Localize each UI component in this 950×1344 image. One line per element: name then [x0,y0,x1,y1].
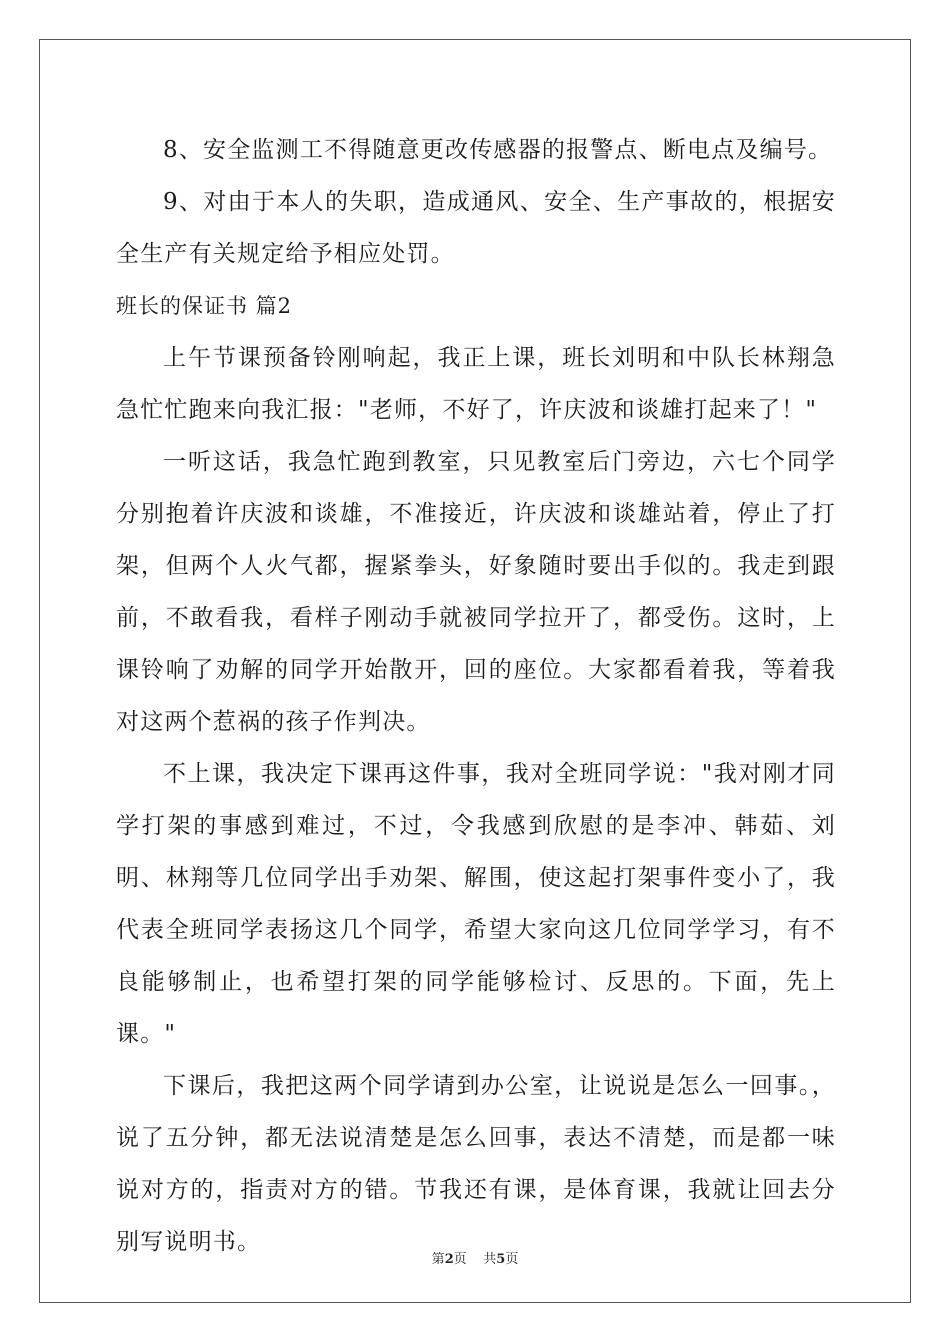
footer-prefix: 第 [431,1252,445,1267]
paragraph-classroom: 一听这话，我急忙跑到教室，只见教室后门旁边，六七个同学分别抱着许庆波和谈雄，不准接近，许庆波和谈雄站着，停止了打架，但两个人火气都，握紧拳头，好象随时要出手似的。我走到跟前，不敢看我，看样子刚动手就被同学拉开了，都受伤。这时，上课铃响了劝解的同学开始散开，回的座位。大家都看着我，等着我对这两个惹祸的孩子作判决。 [116,449,836,735]
paragraph-after-class: 下课后，我把这两个同学请到办公室，让说说是怎么一回事。，说了五分钟，都无法说清楚是怎么回事，表达不清楚，而是都一味说对方的，指责对方的错。节我还有课，是体育课，我就让回去分别写说明书。 [116,1073,836,1255]
footer-middle: 页 共 [453,1252,497,1267]
page-footer [0,1248,950,1267]
document-body [116,124,836,1268]
paragraph-class-speech: 不上课，我决定下课再这件事，我对全班同学说："我对刚才同学打架的事感到难过，不过，令我感到欣慰的是李冲、韩茹、刘明、林翔等几位同学出手劝架、解围，使这起打架事件变小了，我代表全班同学表扬这几个同学，希望大家向这几位同学学习，有不良能够制止，也希望打架的同学能够检讨、反思的。下面，先上课。" [116,761,836,1047]
paragraph-8: 8、安全监测工不得随意更改传感器的报警点、断电点及编号。 [163,137,833,163]
paragraph-morning-bell: 上午节课预备铃刚响起，我正上课，班长刘明和中队长林翔急急忙忙跑来向我汇报："老师，不好了，许庆波和谈雄打起来了！" [116,345,836,423]
footer-current-page: 2 [444,1252,454,1267]
footer-suffix: 页 [505,1252,519,1267]
footer-total-pages: 5 [496,1252,506,1267]
section-title: 班长的保证书 篇2 [116,294,293,318]
paragraph-9: 9、对由于本人的失职，造成通风、安全、生产事故的，根据安全生产有关规定给予相应处罚。 [116,189,836,267]
